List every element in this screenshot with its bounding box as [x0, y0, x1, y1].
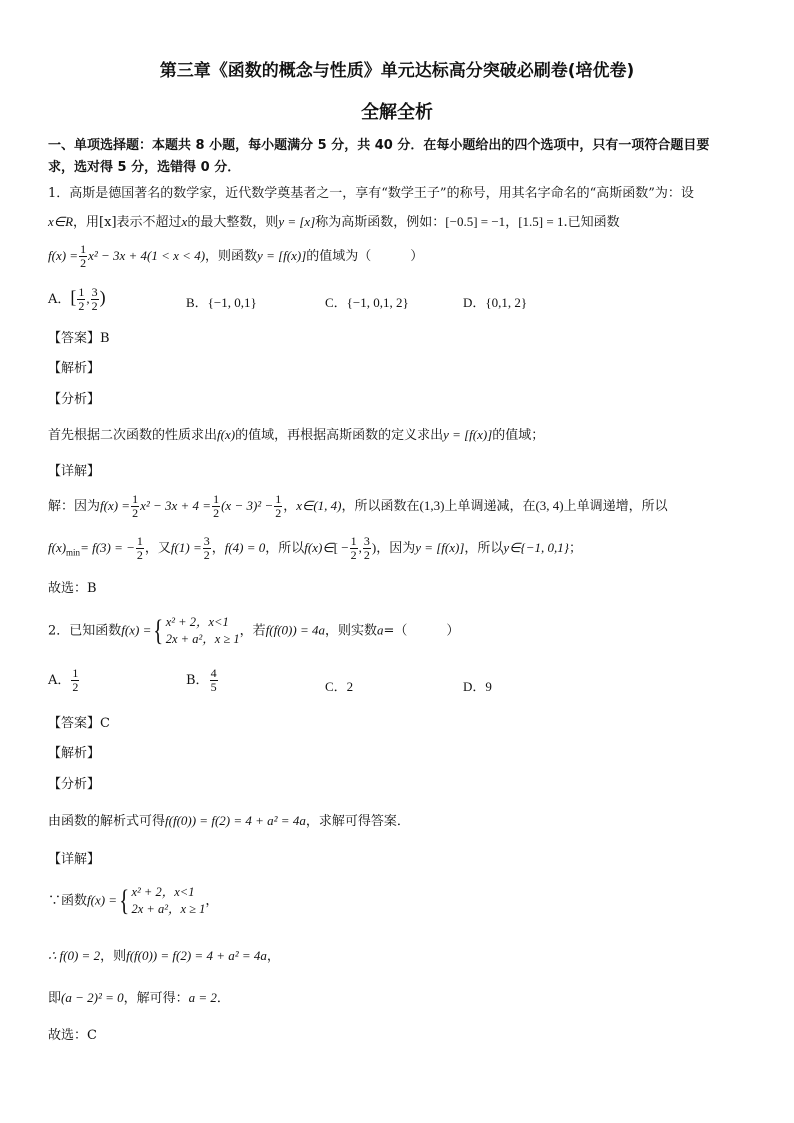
text: ，解可得： — [123, 991, 189, 1006]
fraction-numerator: 3 — [363, 534, 370, 548]
fraction-denominator: 2 — [275, 506, 282, 520]
math: (x − 3)² − — [221, 498, 274, 513]
math: = f(3) = − — [80, 540, 135, 555]
math: f(x)∈ — [304, 540, 334, 555]
q2-stem — [48, 614, 750, 648]
math: y = [f(x)] — [443, 427, 493, 442]
comma: , — [358, 540, 362, 555]
math: f(f(0)) = 4a — [265, 622, 325, 638]
text: 解：因为 — [48, 499, 101, 514]
q2-answer: 【答案】C — [48, 716, 110, 731]
text: ， — [266, 949, 280, 964]
fraction — [212, 493, 220, 520]
math: (1,3) — [419, 498, 445, 513]
q2-detail-line2 — [48, 945, 750, 964]
text: 2．已知函数 — [48, 623, 122, 639]
fraction-denominator: 2 — [91, 299, 98, 313]
q1-text: .已知函数 — [563, 215, 620, 230]
fraction-denominator: 2 — [72, 680, 79, 694]
brace: { — [153, 614, 164, 647]
math: f(f(0)) = f(2) = 4 + a² = 4a — [165, 813, 306, 828]
fraction-numerator: 4 — [210, 666, 217, 680]
fraction-denominator: 2 — [213, 506, 220, 520]
document-subtitle: 全解全析 — [361, 102, 433, 123]
q1-text: 的最大整数，则 — [187, 215, 279, 230]
brace: { — [119, 884, 130, 917]
case-2: 2x + a²，x ≥ 1 — [165, 632, 240, 646]
math: a — [376, 622, 384, 638]
text: ，求解可得答案． — [305, 814, 410, 829]
q1-option-c: C．{−1, 0,1, 2} — [325, 295, 409, 310]
q2-fenxi-text — [48, 810, 750, 829]
fraction-numerator: 1 — [132, 492, 139, 506]
fraction-denominator: 2 — [80, 256, 87, 270]
q1-stem-line3 — [48, 243, 750, 270]
fraction — [71, 667, 79, 694]
q2-option-d: D．9 — [463, 679, 492, 694]
q1-detail-line2 — [48, 535, 750, 562]
q2-detail-heading: 【详解】 — [48, 852, 101, 867]
math: f(x) = — [87, 892, 118, 908]
math: f(4) = 0 — [224, 540, 266, 555]
subscript: min — [66, 547, 81, 558]
text: 上单调递增，所以 — [563, 499, 668, 514]
q1-function-rhs: x² − 3x + 4(1 < x < 4) — [88, 248, 206, 263]
math: y∈{−1, 0,1} — [503, 540, 569, 555]
fraction — [131, 493, 139, 520]
q1-text: 的值域为（ ） — [306, 249, 424, 264]
q1-example2: [1.5] = 1 — [518, 214, 564, 229]
option-label: B． — [186, 673, 209, 688]
fraction — [274, 493, 282, 520]
text: ∵函数 — [48, 893, 88, 909]
fraction — [136, 535, 144, 562]
fraction-numerator: 1 — [275, 492, 282, 506]
q1-option-d: D．{0,1, 2} — [463, 295, 528, 310]
text: ，则实数 — [324, 623, 377, 639]
math: f(x) = — [121, 622, 152, 638]
q1-text: ， — [505, 215, 519, 230]
text: ，则 — [100, 949, 127, 964]
q1-stem-line2 — [48, 211, 750, 230]
math: x² − 3x + 4 = — [140, 498, 212, 513]
math: a = 2 — [188, 990, 217, 1005]
q1-option-b: B．{−1, 0,1} — [186, 295, 257, 310]
q2-choice: 故选：C — [48, 1028, 97, 1043]
q1-stem-line1: 1．高斯是德国著名的数学家，近代数学奠基者之一，享有“数学王子”的称号，用其名字命名的“高斯函数”为：设 — [48, 186, 694, 201]
fraction — [91, 286, 99, 313]
q1-analysis-heading: 【解析】 — [48, 361, 101, 376]
q1-target-function: y = [f(x)] — [257, 248, 307, 263]
text: 首先根据二次函数的性质求出 — [48, 428, 218, 443]
math: f(x) — [217, 427, 236, 442]
math: f(f(0)) = f(2) = 4 + a² = 4a — [126, 948, 267, 963]
q1-option-a — [48, 286, 106, 313]
comma: , — [86, 291, 90, 306]
fraction-numerator: 1 — [80, 242, 87, 256]
q2-detail-line1 — [48, 884, 750, 918]
case-1: x² + 2，x<1 — [131, 885, 195, 899]
fraction-numerator: 1 — [78, 285, 85, 299]
fraction-numerator: 1 — [213, 492, 220, 506]
q1-fraction — [79, 243, 87, 270]
fraction-numerator: 3 — [203, 534, 210, 548]
text: ， — [205, 893, 219, 909]
math: (a − 2)² = 0 — [61, 990, 124, 1005]
bracket: [ — [70, 287, 77, 307]
q1-fenxi-heading: 【分析】 — [48, 392, 101, 407]
fraction-denominator: 2 — [363, 548, 370, 562]
fraction — [350, 535, 358, 562]
fraction-numerator: 1 — [350, 534, 357, 548]
math: ∴ f(0) = 2 — [48, 948, 101, 963]
piecewise-cases — [131, 884, 205, 918]
q1-choice: 故选：B — [48, 581, 97, 596]
q1-function-lhs: f(x) = — [48, 248, 79, 263]
fraction-numerator: 1 — [72, 666, 79, 680]
q1-text: ，用[x]表示不超过 — [73, 215, 182, 230]
q1-detail-heading: 【详解】 — [48, 464, 101, 479]
text: ，所以函数在 — [341, 499, 420, 514]
q1-answer: 【答案】B — [48, 331, 110, 346]
bracket: ) — [99, 287, 106, 307]
math: [ − — [333, 540, 349, 555]
math: f(x) — [48, 540, 67, 555]
text: 上单调递减，在 — [444, 499, 536, 514]
fraction-numerator: 1 — [136, 534, 143, 548]
case-1: x² + 2，x<1 — [165, 615, 229, 629]
fraction-denominator: 2 — [136, 548, 143, 562]
q1-example1: [−0.5] = −1 — [445, 214, 506, 229]
fraction-numerator: 3 — [91, 285, 98, 299]
fraction-denominator: 2 — [203, 548, 210, 562]
text: ，所以 — [464, 541, 504, 556]
q2-option-b — [186, 667, 219, 694]
text: ， — [211, 541, 225, 556]
math: f(x) = — [100, 498, 131, 513]
q1-var-x: x — [181, 214, 188, 229]
option-label: A． — [48, 673, 71, 688]
document-title: 第三章《函数的概念与性质》单元达标高分突破必刷卷(培优卷) — [159, 61, 635, 81]
q1-detail-line1 — [48, 493, 750, 520]
q1-text: 称为高斯函数，例如： — [315, 215, 446, 230]
math: y = [f(x)] — [415, 540, 465, 555]
fraction — [210, 667, 218, 694]
fraction-denominator: 5 — [210, 680, 217, 694]
fraction — [203, 535, 211, 562]
section-instructions-line1: 一、单项选择题：本题共 8 小题，每小题满分 5 分，共 40 分．在每小题给出的四个选项中，只有一项符合题目要 — [48, 138, 710, 153]
piecewise-cases — [166, 614, 240, 648]
text: =（ ） — [383, 623, 460, 639]
q2-option-c: C．2 — [325, 679, 354, 694]
text: ； — [568, 541, 582, 556]
q1-gauss-def: y = [x] — [278, 214, 316, 229]
math: x∈(1, 4) — [296, 498, 342, 513]
q1-text: ，则函数 — [205, 249, 258, 264]
q2-fenxi-heading: 【分析】 — [48, 777, 101, 792]
text: ，若 — [239, 623, 266, 639]
q2-analysis-heading: 【解析】 — [48, 746, 101, 761]
text: ， — [283, 499, 297, 514]
q1-fenxi-text — [48, 424, 750, 443]
text: 由函数的解析式可得 — [48, 814, 166, 829]
text: ，因为 — [376, 541, 416, 556]
q2-option-a — [48, 667, 80, 694]
text: 的值域； — [492, 428, 545, 443]
q1-set-expr: x∈R — [48, 214, 74, 229]
fraction-denominator: 2 — [350, 548, 357, 562]
fraction — [77, 286, 85, 313]
math: (3, 4) — [535, 498, 564, 513]
text: 的值域，再根据高斯函数的定义求出 — [235, 428, 444, 443]
text: ，所以 — [265, 541, 305, 556]
section-instructions-line2: 求，选对得 5 分，选错得 0 分． — [48, 160, 241, 175]
fraction-denominator: 2 — [132, 506, 139, 520]
option-label: A． — [48, 292, 71, 307]
fraction — [363, 535, 371, 562]
text: ，又 — [144, 541, 171, 556]
fraction-denominator: 2 — [78, 299, 85, 313]
text: 即 — [48, 991, 62, 1006]
math: f(1) = — [170, 540, 202, 555]
bracket: ) — [371, 540, 377, 555]
text: ． — [216, 991, 230, 1006]
case-2: 2x + a²，x ≥ 1 — [131, 902, 206, 916]
q2-detail-line3 — [48, 987, 750, 1006]
